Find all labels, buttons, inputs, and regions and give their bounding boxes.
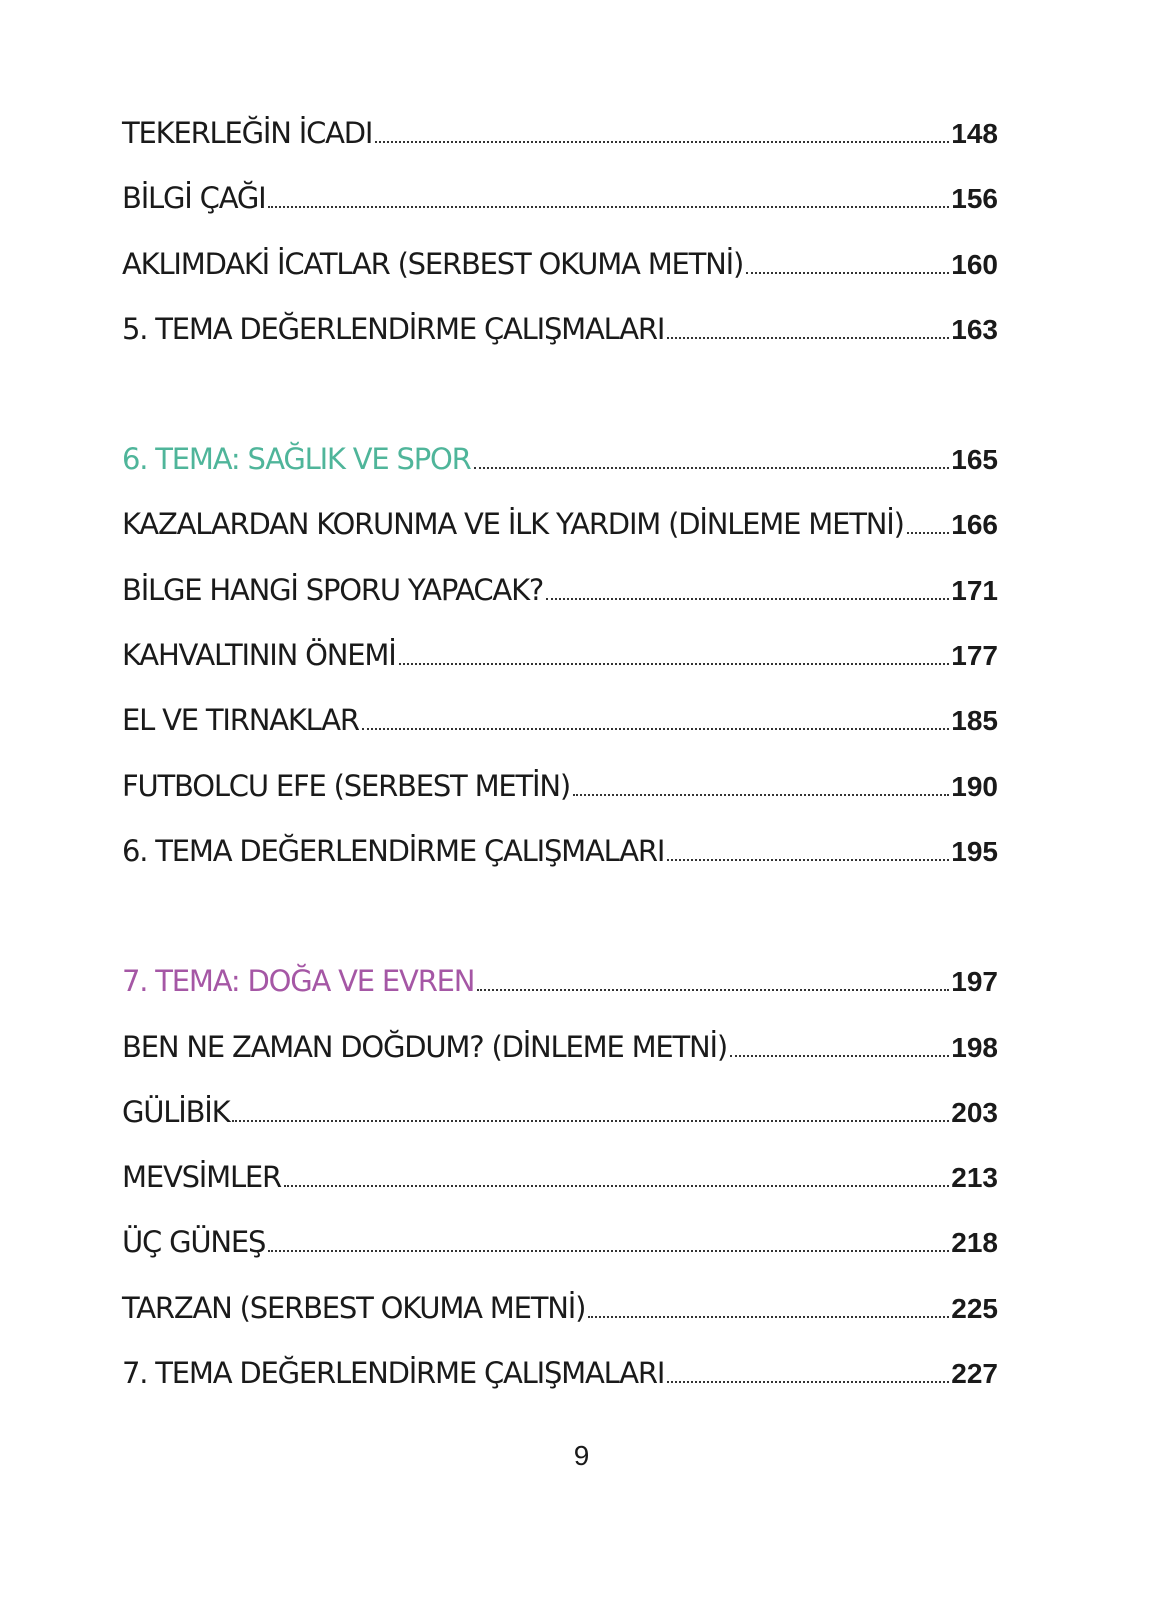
toc-entry-page: 195 (951, 835, 998, 867)
toc-entry-title: 7. TEMA: DOĞA VE EVREN (122, 964, 475, 999)
dot-leader (730, 1054, 949, 1057)
toc-entry (122, 769, 998, 834)
dot-leader (546, 597, 949, 600)
toc-entry-title: KAZALARDAN KORUNMA VE İLK YARDIM (DİNLEME METNİ) (122, 507, 904, 542)
toc-theme-heading (122, 964, 998, 1029)
toc-entry-title: AKLIMDAKİ İCATLAR (SERBEST OKUMA METNİ) (122, 246, 744, 281)
toc-entry-page: 225 (951, 1292, 998, 1324)
toc-entry-page: 197 (951, 966, 998, 998)
dot-leader (746, 271, 949, 274)
toc-entry-title: 5. TEMA DEĞERLENDİRME ÇALIŞMALARI (122, 311, 665, 346)
dot-leader (667, 1380, 949, 1383)
toc-entry-page: 227 (951, 1358, 998, 1390)
toc-entry-page: 165 (951, 444, 998, 476)
dot-leader (284, 1184, 949, 1187)
dot-leader (375, 140, 949, 143)
toc-entry-title: 6. TEMA: SAĞLIK VE SPOR (122, 442, 471, 477)
toc-entry (122, 247, 998, 312)
toc-entry-page: 190 (951, 770, 998, 802)
dot-leader (907, 531, 950, 534)
dot-leader (232, 1119, 949, 1122)
toc-entry-title: BİLGİ ÇAĞI (122, 181, 266, 216)
dot-leader (667, 858, 949, 861)
toc-entry (122, 834, 998, 899)
page-number: 9 (573, 1440, 590, 1471)
toc-entry-title: TEKERLEĞİN İCADI (122, 116, 373, 150)
toc-entry-title: EL VE TIRNAKLAR (122, 703, 359, 738)
table-of-contents (122, 116, 998, 1486)
toc-entry (122, 1095, 998, 1160)
toc-entry-title: 6. TEMA DEĞERLENDİRME ÇALIŞMALARI (122, 833, 665, 868)
toc-entry-page: 148 (951, 118, 998, 149)
toc-entry-page: 218 (951, 1227, 998, 1259)
toc-entry-page: 156 (951, 183, 998, 215)
toc-entry-title: MEVSİMLER (122, 1160, 281, 1195)
dot-leader (477, 988, 949, 991)
toc-entry (122, 507, 998, 572)
toc-entry (122, 638, 998, 703)
toc-entry (122, 1160, 998, 1225)
toc-entry-page: 185 (951, 705, 998, 737)
toc-theme-heading (122, 442, 998, 507)
toc-entry-page: 166 (951, 509, 998, 541)
toc-entry-title: GÜLİBİK (122, 1094, 230, 1129)
toc-entry-title: BEN NE ZAMAN DOĞDUM? (DİNLEME METNİ) (122, 1029, 728, 1064)
toc-section (122, 442, 998, 899)
toc-entry (122, 312, 998, 377)
toc-entry-page: 171 (951, 574, 998, 606)
dot-leader (268, 205, 949, 208)
toc-entry (122, 1225, 998, 1290)
toc-entry (122, 1291, 998, 1356)
toc-entry (122, 573, 998, 638)
toc-section (122, 116, 998, 377)
toc-entry (122, 1356, 998, 1421)
toc-entry-title: BİLGE HANGİ SPORU YAPACAK? (122, 572, 544, 607)
toc-entry-page: 198 (951, 1031, 998, 1063)
toc-entry-page: 177 (951, 640, 998, 672)
toc-entry-page: 203 (951, 1096, 998, 1128)
dot-leader (573, 793, 949, 796)
dot-leader (362, 727, 949, 730)
toc-entry-title: KAHVALTININ ÖNEMİ (122, 638, 396, 673)
toc-entry (122, 1030, 998, 1095)
dot-leader (474, 466, 950, 469)
dot-leader (588, 1315, 949, 1318)
toc-entry-page: 213 (951, 1162, 998, 1194)
dot-leader (399, 662, 950, 665)
toc-entry-title: ÜÇ GÜNEŞ (122, 1225, 266, 1260)
dot-leader (268, 1249, 949, 1252)
toc-entry-page: 160 (951, 248, 998, 280)
toc-entry-title: FUTBOLCU EFE (SERBEST METİN) (122, 768, 571, 803)
dot-leader (667, 336, 949, 339)
toc-entry (122, 181, 998, 246)
toc-entry-page: 163 (951, 313, 998, 345)
toc-entry-title: TARZAN (SERBEST OKUMA METNİ) (122, 1290, 586, 1325)
toc-entry (122, 703, 998, 768)
toc-entry-title: 7. TEMA DEĞERLENDİRME ÇALIŞMALARI (122, 1356, 665, 1391)
toc-entry (122, 116, 998, 181)
toc-section (122, 964, 998, 1421)
